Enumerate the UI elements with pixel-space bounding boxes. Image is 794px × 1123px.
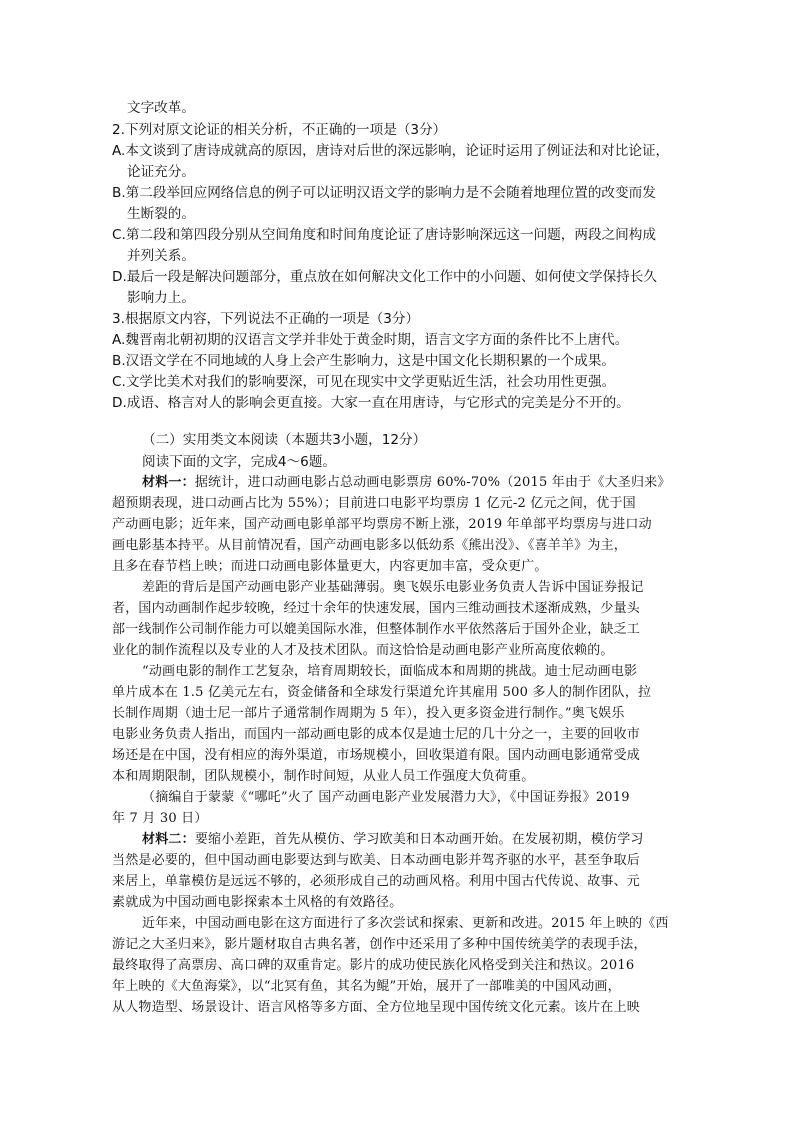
material2-p2-line5: 从人物造型、场景设计、语言风格等多方面、全方位地呈现中国传统文化元素。该片在上映 (112, 1000, 641, 1015)
material2-p2-line3: 最终取得了高票房、高口碑的双重肯定。影片的成功使民族化风格受到关注和热议。2016 (112, 958, 635, 973)
material1-line (142, 473, 671, 493)
material1-p3-line6: 本和周期限制，团队规模小，制作时间短，从业人员工作强度大负荷重。 (112, 769, 535, 784)
material1-p2-line2: 者，国内动画制作起步较晚，经过十余年的快速发展，国内三维动画技术逐渐成熟，少量头 (112, 601, 641, 616)
material2-label: 材料二： (142, 832, 195, 847)
q2-option-d-cont: 影响力上。 (127, 290, 195, 306)
material1-p3-line5: 场还是在中国，没有相应的海外渠道，市场规模小，回收渠道有限。国内动画电影通常受成 (112, 748, 641, 763)
section-heading: （二）实用类文本阅读（本题共3小题，12分） (142, 432, 427, 448)
q3-stem: 3.根据原文内容，下列说法不正确的一项是（3分） (112, 311, 420, 327)
material2-p1-line1: 要缩小差距，首先从模仿、学习欧美和日本动画开始。在发展初期，模仿学习 (194, 832, 644, 847)
material1-label: 材料一： (142, 475, 195, 490)
material1-p3-line2: 单片成本在 1.5 亿美元左右，资金储备和全球发行渠道允许其雇用 500 多人的制作团队，拉 (112, 685, 652, 700)
q2-option-c-cont: 并列关系。 (127, 248, 195, 264)
material2-line (142, 830, 644, 850)
material1-p3-line1: “动画电影的制作工艺复杂，培育周期较长，面临成本和周期的挑战。迪士尼动画电影 (142, 664, 638, 679)
material1-p3-line4: 电影业务负责人指出，而国内一部动画电影的成本仅是迪士尼的几十分之一，主要的回收市 (112, 727, 641, 742)
material2-p2-line4: 年上映的《大鱼海棠》，以“北冥有鱼，其名为鲲”开始，展开了一部唯美的中国风动画， (112, 979, 621, 994)
material1-p1-line2: 超预期表现，进口动画占比为 55%）；目前进口电影平均票房 1 亿元-2 亿元之间，优于国 (112, 496, 636, 511)
material2-p1-line4: 素就成为中国动画电影探索本土风格的有效路径。 (112, 895, 403, 910)
q3-option-d: D.成语、格言对人的影响会更直接。大家一直在用唐诗，与它形式的完美是分不开的。 (112, 395, 630, 411)
material1-source-line1: （摘编自于蒙蒙《“哪吒”火了 国产动画电影产业发展潜力大》，《中国证券报》2019 (142, 790, 630, 805)
q2-option-a: A.本文谈到了唐诗成就高的原因，唐诗对后世的深远影响，论证时运用了例证法和对比论证， (112, 143, 670, 159)
q2-stem: 2.下列对原文论证的相关分析，不正确的一项是（3分） (112, 122, 447, 138)
q2-option-a-cont: 论证充分。 (127, 164, 195, 180)
q2-option-b: B.第二段举回应网络信息的例子可以证明汉语文学的影响力是不会随着地理位置的改变而发 (112, 185, 656, 201)
material1-p1-line4: 画电影基本持平。从目前情况看，国产动画电影多以低幼系《熊出没》、《喜羊羊》为主， (112, 538, 628, 553)
material1-p2-line1: 差距的背后是国产动画电影产业基础薄弱。奥飞娱乐电影业务负责人告诉中国证券报记 (142, 580, 644, 595)
material1-p2-line3: 部一线制作公司制作能力可以媲美国际水准，但整体制作水平依然落后于国外企业，缺乏工 (112, 622, 641, 637)
q3-option-c: C.文学比美术对我们的影响要深，可见在现实中文学更贴近生活，社会功用性更强。 (112, 374, 616, 390)
section-instruction: 阅读下面的文字，完成4～6题。 (142, 454, 337, 470)
material2-p1-line2: 当然是必要的，但中国动画电影要达到与欧美、日本动画电影并驾齐驱的水平，甚至争取后 (112, 853, 641, 868)
q3-option-a: A.魏晋南北朝初期的汉语言文学并非处于黄金时期，语言文字方面的条件比不上唐代。 (112, 332, 629, 348)
material1-p3-line3: 长制作周期（迪士尼一部片子通常制作周期为 5 年），投入更多资金进行制作。”奥飞娱乐 (112, 706, 625, 721)
material2-p1-line3: 来居上，单靠模仿是远远不够的，必须形成自己的动画风格。利用中国古代传说、故事、元 (112, 874, 641, 889)
material1-p1-line5: 且多在春节档上映；而进口动画电影体量更大，内容更加丰富，受众更广。 (112, 559, 548, 574)
q2-option-c: C.第二段和第四段分别从空间角度和时间角度论证了唐诗影响深远这一问题，两段之间构成 (112, 227, 656, 243)
q1-tail: 文字改革。 (127, 100, 195, 116)
material1-p1-line3: 产动画电影；近年来，国产动画电影单部平均票房不断上涨，2019 年单部平均票房与进口动 (112, 517, 652, 532)
q3-option-b: B.汉语文学在不同地域的人身上会产生影响力，这是中国文化长期积累的一个成果。 (112, 353, 616, 369)
q2-option-b-cont: 生断裂的。 (127, 206, 195, 222)
material1-p2-line4: 业化的制作流程以及专业的人才及技术团队。而这恰恰是动画电影产业所高度依赖的。 (112, 643, 614, 658)
q2-option-d: D.最后一段是解决问题部分，重点放在如何解决文化工作中的小问题、如何使文学保持长久 (112, 269, 657, 285)
material1-p1-line1: 据统计，进口动画电影占总动画电影票房 60%-70%（2015 年由于《大圣归来》 (194, 475, 671, 490)
material1-source-line2: 年 7 月 30 日） (112, 811, 208, 826)
material2-p2-line1: 近年来，中国动画电影在这方面进行了多次尝试和探索、更新和改进。2015 年上映的《西 (142, 916, 669, 931)
material2-p2-line2: 游记之大圣归来》，影片题材取自古典名著，创作中还采用了多种中国传统美学的表现手法， (112, 937, 647, 952)
